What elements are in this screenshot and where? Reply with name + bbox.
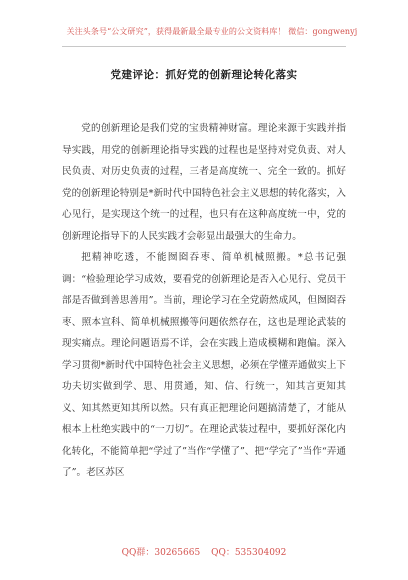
document-title: 党建评论：抓好党的创新理论转化落实 — [110, 69, 298, 81]
body-paragraph: 党的创新理论是我们党的宝贵精神财富。理论来源于实践并指导实践，用党的创新理论指导实践的过程也是坚持对党负责、对人民负责、对历史负责的过程，三者是高度统一、完全一致的。抓好党的创新理论特别是*新时代中国特色社会主义思想的转化落实，入心见行，是实现这个统一的过程，也只有在这种高度统一中，党的创新理论指导下的人民实践才会彰显出最强大的生命力。 — [62, 123, 346, 242]
footer-contact — [0, 545, 408, 558]
header-banner: 关注头条号“公文研究”，获得最新最全最专业的公文资料库！ 微信：gongwenyj — [66, 27, 358, 36]
footer-qq-group: QQ群：30265665 — [121, 548, 201, 558]
footer-qq: QQ：535304092 — [211, 548, 287, 558]
header-divider — [62, 46, 346, 47]
body-paragraph: 把精神吃透，不能囫囵吞枣、简单机械照搬。*总书记强调：“检验理论学习成效，要看党的创新理论是否入心见行、党员干部是否做到善思善用”。当前，理论学习在全党蔚然成风，但囫囵吞枣、照本宣科、简单机械照搬等问题依然存在，这也是理论武装的现实痛点。理论问题语焉不详，会在实践上造成模糊和跑偏。深入学习贯彻*新时代中国特色社会主义思想，必须在学懂弄通做实上下功夫切实做到学、思、用贯通，知、信、行统一，知其言更知其义、知其然更知其所以然。只有真正把理论问题搞清楚了，才能从根本上杜绝实践中的“一刀切”。在理论武装过程中，要抓好深化内化转化，不能简单把“学过了”当作“学懂了”、把“学完了”当作“弄通了”。老区苏区 — [62, 252, 346, 478]
document-body — [62, 118, 346, 484]
